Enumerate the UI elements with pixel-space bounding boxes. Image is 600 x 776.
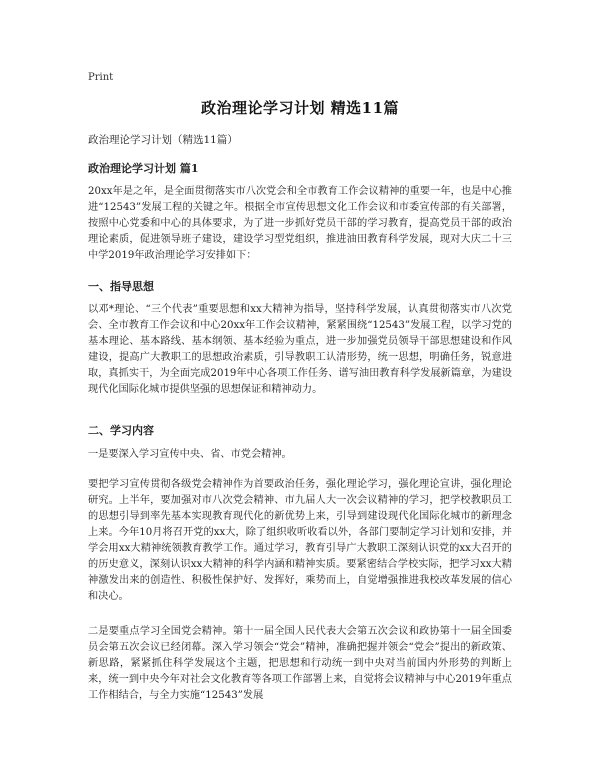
section-heading-guiding-thought: 一、指导思想 (88, 280, 154, 293)
print-label: Print (88, 72, 114, 83)
intro-paragraph: 20xx年是之年，是全面贯彻落实市八次党会和全市教育工作会议精神的重要一年，也是中心推进“12543”发展工程的关键之年。根据全市宣传思想文化工作会议和市委宣传部的有关部署，按照中心党委和中心的具体要求，为了进一步抓好党员干部的学习教育，提高党员干部的政治理论素质，促进领导班子建设，建设学习型党组织，推进油田教育科学发展，现对大庆二十三中学2019年政治理论学习安排如下： (88, 186, 512, 261)
item1-title: 一是要深入学习宣传中央、省、市党会精神。 (88, 449, 292, 460)
article-heading: 政治理论学习计划 篇1 (88, 162, 199, 175)
document-subtitle: 政治理论学习计划（精选11篇） (88, 134, 238, 146)
guiding-thought-paragraph: 以邓*理论、“三个代表”重要思想和xx大精神为指导，坚持科学发展，认真贯彻落实市八次党会、全市教育工作会议和中心20xx年工作会议精神，紧紧围绕“12543”发展工程，以学习党的基本理论、基本路线、基本纲领、基本经验为重点，进一步加强党员领导干部思想建设和作风建设，提高广大教职工的思想政治素质，引导教职工认清形势，统一思想，明确任务，锐意进取，真抓实干，为全面完成2019年中心各项工作任务、谱写油田教育科学发展新篇章，为建设现代化国际化城市提供坚强的思想保证和精神动力。 (88, 304, 512, 395)
item1-paragraph: 要把学习宣传贯彻各级党会精神作为首要政治任务，强化理论学习，强化理论宣讲，强化理论研究。上半年，要加强对市八次党会精神、市九届人大一次会议精神的学习，把学校教职员工的思想引导到率先基本实现教育现代化的新优势上来，引导到建设现代化国际化城市的新理念上来。今年10月将召开党的xx大，除了组织收听收看以外，各部门要制定学习计划和安排，并学会用xx大精神统领教育教学工作。通过学习，教育引导广大教职工深刻认识党的xx大召开的的历史意义，深刻认识xx大精神的科学内涵和精神实质。要紧密结合学校实际，把学习xx大精神激发出来的创造性、积极性保护好、发挥好，乘势而上，自觉增强推进我校改革发展的信心和决心。 (88, 479, 512, 602)
document-title: 政治理论学习计划 精选11篇 (200, 99, 400, 117)
item2-paragraph: 二是要重点学习全国党会精神。第十一届全国人民代表大会第五次会议和政协第十一届全国委员会第五次会议已经闭幕。深入学习领会“党会”精神，准确把握并领会“党会”提出的新政策、新思路，紧紧抓住科学发展这个主题，把思想和行动统一到中央对当前国内外形势的判断上来，统一到中央今年对社会文化教育等各项工作部署上来，自觉将会议精神与中心2019年重点工作相结合，与全力实施“12543”发展 (88, 626, 512, 701)
section-heading-study-content: 二、学习内容 (88, 424, 154, 437)
